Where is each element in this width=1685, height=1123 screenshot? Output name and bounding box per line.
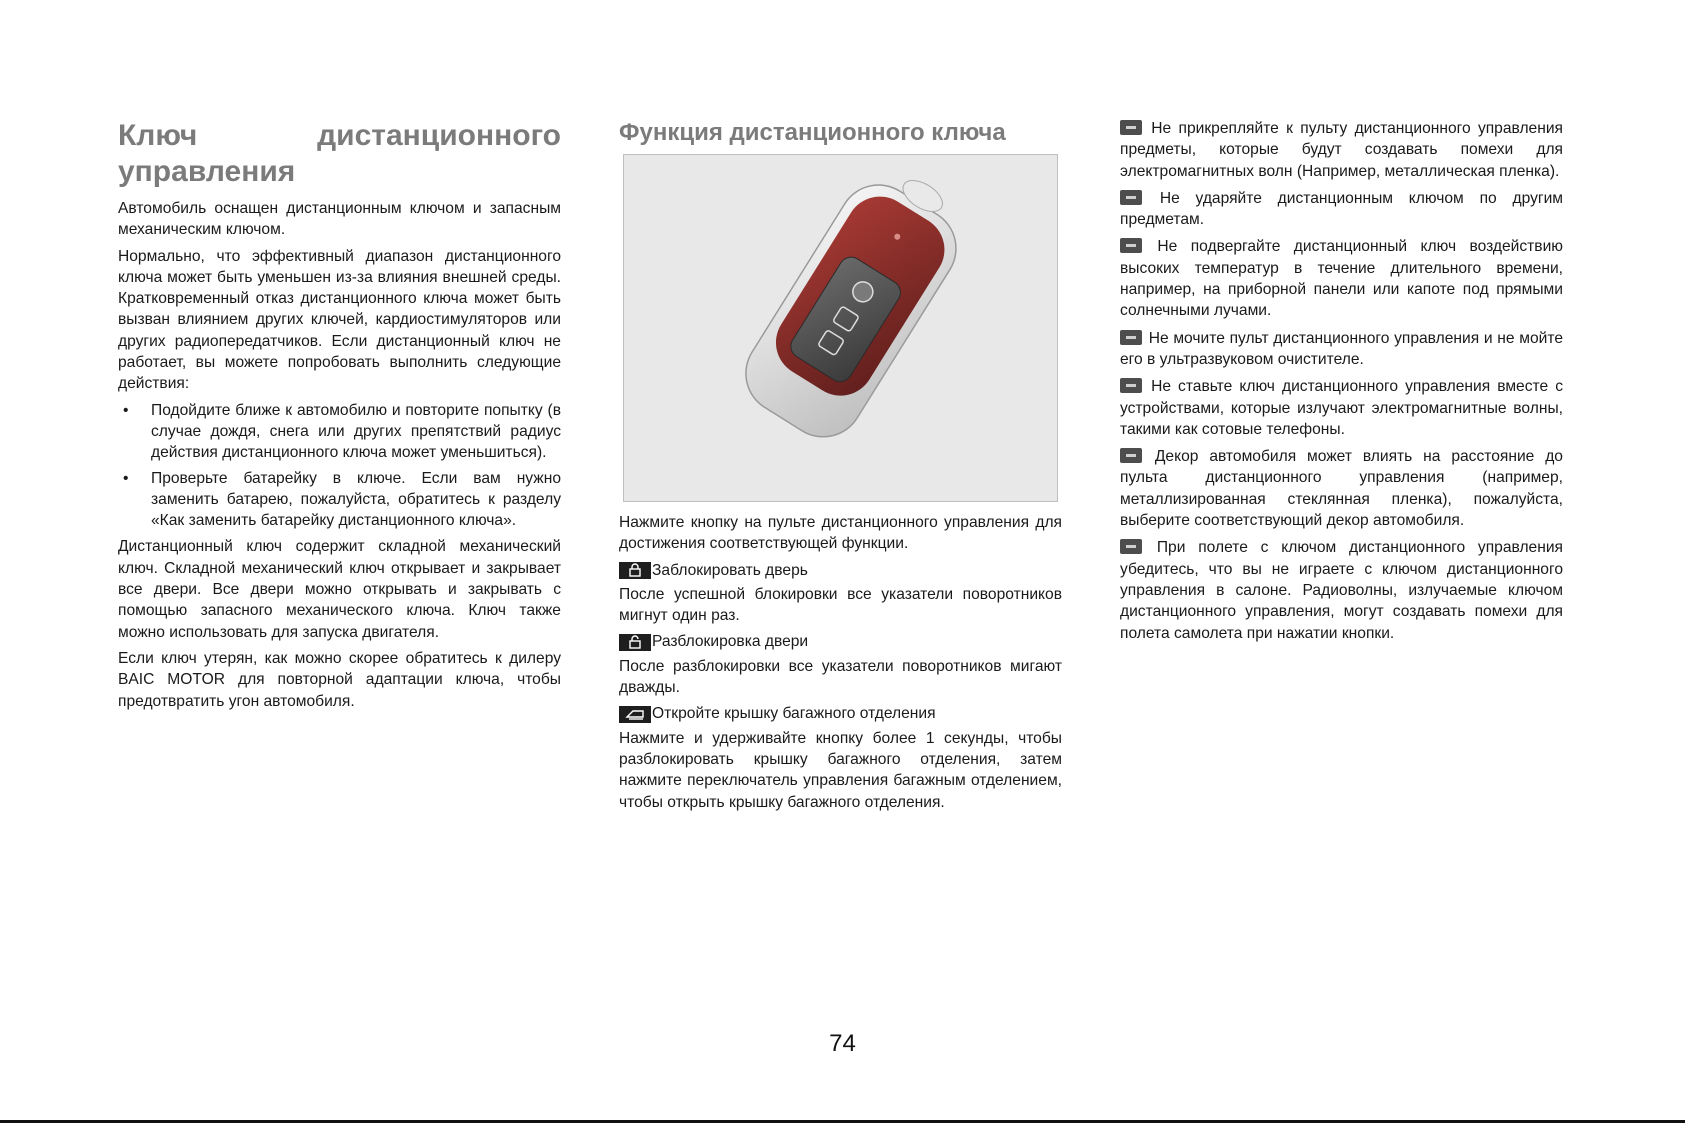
function-unlock-heading [619, 631, 1062, 652]
note-item [1120, 118, 1563, 182]
section-title-remote-key: Ключ дистанционного управления [118, 119, 561, 188]
paragraph-range: Нормально, что эффективный диапазон дистанционного ключа может быть уменьшен из-за влияния внешней среды. Кратковременный отказ дистанционного ключа может быть вызван влиянием других ключей, кардиостимуляторов или других радиопередатчиков. Если дистанционный ключ не работает, вы можете попробовать выполнить следующие действия: [118, 247, 561, 393]
troubleshooting-list [118, 400, 561, 532]
left-column [118, 118, 561, 717]
note-item [1120, 188, 1563, 231]
bullet-icon: • [123, 469, 129, 487]
function-lock-label: Заблокировать дверь [652, 561, 808, 579]
note-text: Не прикрепляйте к пульту дистанционного управления предметы, которые будут создавать помехи для электромагнитных волн (Например, металлическая пленка). [1120, 120, 1563, 180]
note-text: При полете с ключом дистанционного управления убедитесь, что вы не играете с ключом дистанционного управления в салоне. Радиоволны, излучаемые ключом дистанционного управления, могут создавать помехи для полета самолета при нажатии кнопки. [1120, 539, 1563, 642]
warning-note-icon [1120, 330, 1142, 345]
middle-column [619, 118, 1062, 818]
function-trunk-label: Откройте крышку багажного отделения [652, 705, 936, 723]
function-trunk-text: Нажмите и удерживайте кнопку более 1 секунды, чтобы разблокировать крышку багажного отделения, затем нажмите переключатель управления багажным отделением, чтобы открыть крышку багажного отделения. [619, 729, 1062, 811]
paragraph-lost-key: Если ключ утерян, как можно скорее обратитесь к дилеру BAIC MOTOR для повторной адаптации ключа, чтобы предотвратить угон автомобиля. [118, 649, 561, 710]
warning-note-icon [1120, 238, 1142, 253]
function-lock-text: После успешной блокировки все указатели поворотников мигнут один раз. [619, 585, 1062, 625]
right-column [1120, 118, 1563, 650]
warning-note-icon [1120, 378, 1142, 393]
note-item [1120, 376, 1563, 440]
note-text: Не ставьте ключ дистанционного управления вместе с устройствами, которые излучают электромагнитные волны, такими как сотовые телефоны. [1120, 378, 1563, 438]
paragraph-press-button: Нажмите кнопку на пульте дистанционного управления для достижения соответствующей функции. [619, 514, 1062, 553]
warning-note-icon [1120, 120, 1142, 135]
note-text: Не подвергайте дистанционный ключ воздействию высоких температур в течение длительного времени, например, на приборной панели или капоте под прямыми солнечными лучами. [1120, 238, 1563, 320]
remote-key-fob-image [623, 154, 1058, 502]
note-item [1120, 328, 1563, 371]
page-number: 74 [829, 1030, 856, 1057]
note-item [1120, 446, 1563, 531]
note-text: Не мочите пульт дистанционного управления и не мойте его в ультразвуковом очистителе. [1120, 329, 1563, 368]
warning-note-icon [1120, 448, 1142, 463]
note-text: Декор автомобиля может влиять на расстояние до пульта дистанционного управления (например, металлизированная стеклянная пленка), пожалуйста, выберите соответствующий декор автомобиля. [1120, 448, 1563, 530]
list-item [118, 400, 561, 464]
unlock-icon [619, 634, 651, 651]
warning-note-icon [1120, 190, 1142, 205]
paragraph-mechanical-key: Дистанционный ключ содержит складной механический ключ. Складной механический ключ открывает и закрывает все двери. Все двери можно открывать и закрывать с помощью запасного механического ключа. Ключ также можно использовать для запуска двигателя. [118, 538, 561, 641]
function-trunk-heading [619, 703, 1062, 724]
trunk-icon [619, 706, 651, 723]
function-lock-heading [619, 560, 1062, 581]
lock-icon [619, 562, 651, 579]
bullet-icon: • [123, 401, 129, 419]
warning-note-icon [1120, 539, 1142, 554]
paragraph-intro: Автомобиль оснащен дистанционным ключом и запасным механическим ключом. [118, 200, 561, 239]
function-unlock-text: После разблокировки все указатели поворотников мигают дважды. [619, 657, 1062, 697]
section-title-key-functions: Функция дистанционного ключа [619, 119, 1006, 146]
key-fob-illustration [624, 155, 1057, 501]
note-item [1120, 537, 1563, 643]
list-item [118, 468, 561, 532]
list-item-text: Проверьте батарейку в ключе. Если вам нужно заменить батарею, пожалуйста, обратитесь к разделу «Как заменить батарейку дистанционного ключа». [151, 469, 561, 530]
function-unlock-label: Разблокировка двери [652, 633, 809, 651]
note-text: Не ударяйте дистанционным ключом по другим предметам. [1120, 189, 1563, 229]
note-item [1120, 236, 1563, 321]
list-item-text: Подойдите ближе к автомобилю и повторите попытку (в случае дождя, снега или других препятствий радиус действия дистанционного ключа может уменьшиться). [151, 401, 561, 462]
